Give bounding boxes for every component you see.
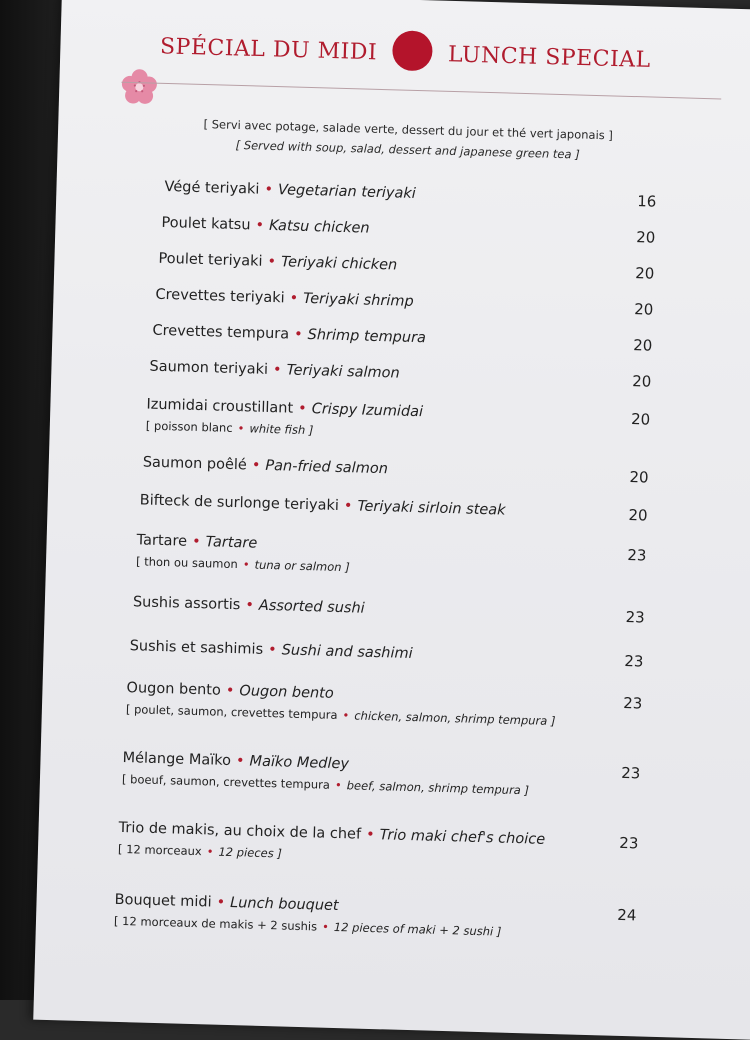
item-note-english: 12 pieces of maki + 2 sushi ] bbox=[333, 919, 502, 939]
item-name-french: Végé teriyaki bbox=[164, 178, 260, 198]
item-name-english: Lunch bouquet bbox=[229, 895, 339, 915]
item-name-french: Saumon teriyaki bbox=[149, 358, 269, 378]
item-name-french: Saumon poêlé bbox=[142, 454, 248, 474]
menu-item bbox=[37, 890, 637, 939]
separator-dot: • bbox=[235, 753, 245, 770]
item-name-french: Ougon bento bbox=[126, 680, 222, 699]
item-price: 20 bbox=[635, 228, 656, 247]
separator-dot: • bbox=[343, 498, 353, 515]
item-name-french: Bifteck de surlonge teriyaki bbox=[139, 492, 340, 514]
item-price: 20 bbox=[628, 506, 648, 525]
item-name-english: Teriyaki sirloin steak bbox=[357, 498, 506, 519]
item-price: 23 bbox=[627, 546, 647, 565]
item-name-english: Maïko Medley bbox=[249, 753, 350, 773]
separator-dot: • bbox=[251, 457, 261, 474]
item-name-english: Teriyaki chicken bbox=[280, 254, 398, 274]
cherry-blossom-icon bbox=[119, 67, 160, 108]
menu-item-name bbox=[149, 359, 400, 382]
item-name-french: Poulet teriyaki bbox=[158, 250, 263, 270]
separator-dot: • bbox=[237, 421, 245, 436]
item-note-french: [ boeuf, saumon, crevettes tempura bbox=[121, 771, 331, 792]
separator-dot: • bbox=[267, 253, 277, 271]
item-note-english: tuna or salmon ] bbox=[254, 557, 350, 575]
menu-item-name bbox=[126, 680, 334, 702]
menu-item-name bbox=[114, 892, 338, 914]
item-note-french: [ poisson blanc bbox=[145, 418, 233, 435]
item-name-english: Shrimp tempura bbox=[307, 326, 427, 347]
item-name-french: Sushis assortis bbox=[132, 594, 241, 614]
separator-dot: • bbox=[272, 362, 282, 379]
item-price: 20 bbox=[629, 468, 649, 487]
item-price: 23 bbox=[624, 651, 644, 671]
menu-item bbox=[47, 530, 647, 575]
menu-item-name bbox=[146, 397, 423, 421]
item-note bbox=[114, 914, 502, 939]
item-note bbox=[146, 419, 314, 438]
menu-item bbox=[53, 320, 653, 355]
menu-item-name bbox=[152, 323, 426, 347]
item-name-english: Ougon bento bbox=[239, 683, 334, 702]
item-name-french: Izumidai croustillant bbox=[146, 396, 294, 417]
menu-item-name bbox=[164, 179, 416, 202]
separator-dot: • bbox=[216, 894, 226, 911]
item-name-french: Mélange Maïko bbox=[122, 749, 232, 770]
item-note-french: [ 12 morceaux bbox=[117, 841, 202, 859]
separator-dot: • bbox=[225, 682, 235, 700]
item-name-french: Tartare bbox=[136, 532, 188, 550]
item-name-english: Vegetarian teriyaki bbox=[277, 182, 417, 202]
menu-item-name bbox=[133, 594, 365, 616]
item-name-french: Trio de makis, au choix de la chef bbox=[118, 819, 362, 843]
rising-sun-icon bbox=[392, 30, 433, 71]
item-name-french: Bouquet midi bbox=[114, 891, 212, 911]
separator-dot: • bbox=[206, 844, 214, 859]
menu-item-name bbox=[136, 532, 257, 551]
item-price: 20 bbox=[631, 372, 652, 391]
menu-item bbox=[45, 592, 645, 627]
menu-item bbox=[55, 248, 655, 283]
menu-item bbox=[54, 284, 654, 319]
item-name-french: Crevettes tempura bbox=[152, 322, 290, 343]
item-name-english: Tartare bbox=[205, 534, 258, 552]
item-note-french: [ thon ou saumon bbox=[135, 554, 238, 572]
item-name-english: Crispy Izumidai bbox=[311, 401, 424, 421]
intro-french: [ Servi avec potage, salade verte, dessert du jour et thé vert japonais ] bbox=[203, 117, 614, 143]
item-price: 23 bbox=[622, 693, 643, 713]
item-name-french: Sushis et sashimis bbox=[129, 638, 264, 658]
item-note-english: white fish ] bbox=[249, 421, 314, 438]
item-price: 20 bbox=[634, 264, 655, 283]
separator-dot: • bbox=[264, 181, 274, 198]
item-price: 20 bbox=[632, 336, 653, 355]
separator-dot: • bbox=[245, 597, 255, 614]
menu-item bbox=[43, 678, 643, 729]
separator-dot: • bbox=[267, 642, 277, 659]
intro-english: [ Served with soup, salad, dessert and japanese green tea ] bbox=[235, 137, 580, 162]
menu-item bbox=[48, 490, 648, 525]
item-price: 24 bbox=[617, 905, 637, 925]
menu-page bbox=[33, 0, 750, 1040]
item-note-english: 12 pieces ] bbox=[218, 844, 283, 861]
menu-item bbox=[52, 356, 652, 391]
item-note bbox=[118, 842, 282, 861]
menu-item bbox=[49, 452, 649, 487]
item-name-english: Trio maki chef's choice bbox=[379, 827, 546, 848]
item-name-english: Assorted sushi bbox=[258, 597, 365, 617]
menu-header bbox=[60, 24, 750, 83]
menu-item-name bbox=[143, 454, 388, 477]
item-name-english: Teriyaki salmon bbox=[286, 362, 400, 382]
separator-dot: • bbox=[289, 290, 299, 307]
separator-dot: • bbox=[255, 217, 265, 234]
intro-text bbox=[118, 112, 699, 168]
item-price: 20 bbox=[630, 410, 651, 429]
separator-dot: • bbox=[293, 326, 303, 343]
item-price: 23 bbox=[625, 607, 645, 627]
item-note-english: beef, salmon, shrimp tempura ] bbox=[346, 778, 530, 798]
menu-item-name bbox=[155, 287, 414, 310]
item-price: 20 bbox=[633, 300, 654, 319]
item-note bbox=[126, 702, 556, 728]
menu-item bbox=[57, 176, 657, 211]
separator-dot: • bbox=[191, 533, 201, 551]
item-note bbox=[122, 772, 529, 797]
title-french: SPÉCIAL DU MIDI bbox=[159, 34, 378, 66]
item-price: 23 bbox=[621, 763, 641, 783]
item-price: 23 bbox=[619, 833, 639, 853]
menu-item bbox=[41, 748, 641, 798]
menu-item bbox=[56, 212, 656, 247]
item-name-english: Teriyaki shrimp bbox=[302, 290, 414, 310]
separator-dot: • bbox=[242, 557, 250, 572]
item-name-french: Crevettes teriyaki bbox=[155, 286, 285, 307]
menu-item-name bbox=[140, 492, 506, 518]
separator-dot: • bbox=[297, 400, 307, 417]
title-english: LUNCH SPECIAL bbox=[447, 42, 652, 73]
item-name-french: Poulet katsu bbox=[161, 214, 251, 234]
item-note-english: chicken, salmon, shrimp tempura ] bbox=[354, 708, 556, 729]
separator-dot: • bbox=[342, 708, 350, 723]
item-name-english: Katsu chicken bbox=[268, 217, 370, 237]
header-divider bbox=[121, 82, 721, 100]
menu-item-name bbox=[129, 638, 412, 662]
menu-item bbox=[51, 394, 651, 438]
item-note-french: [ 12 morceaux de makis + 2 sushis bbox=[113, 913, 318, 934]
item-price: 16 bbox=[636, 192, 657, 211]
item-name-english: Sushi and sashimi bbox=[281, 642, 413, 663]
separator-dot: • bbox=[334, 777, 342, 793]
separator-dot: • bbox=[321, 919, 330, 934]
menu-item-name bbox=[158, 251, 397, 274]
menu-item-name bbox=[161, 215, 370, 237]
menu-item-name bbox=[122, 750, 349, 772]
item-note bbox=[136, 554, 350, 574]
separator-dot: • bbox=[365, 826, 375, 844]
menu-item bbox=[39, 818, 639, 861]
item-note-french: [ poulet, saumon, crevettes tempura bbox=[125, 702, 338, 722]
item-name-english: Pan-fried salmon bbox=[265, 457, 389, 478]
menu-item bbox=[44, 636, 644, 671]
